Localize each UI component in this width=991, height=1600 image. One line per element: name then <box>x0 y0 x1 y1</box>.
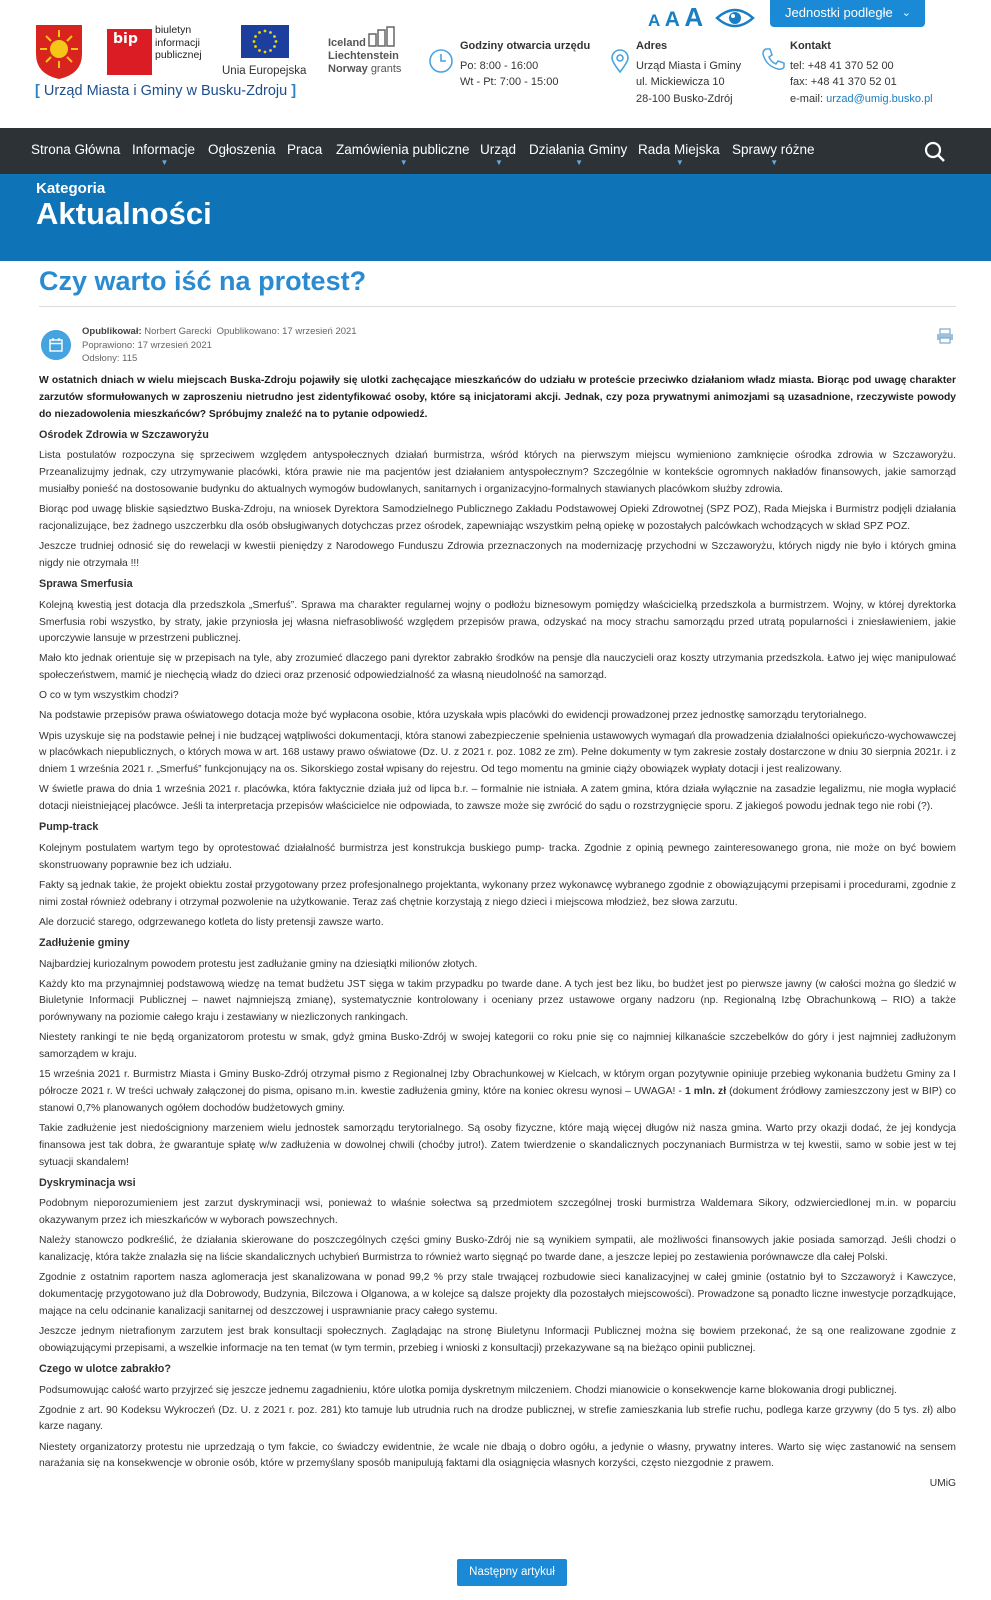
address-heading: Adres <box>636 40 668 52</box>
eu-flag-icon <box>241 25 289 58</box>
category-label: Kategoria <box>36 180 106 197</box>
contrast-eye-icon[interactable] <box>715 6 755 30</box>
article-intro: W ostatnich dniach w wielu miejscach Buska-Zdroju pojawiły się ulotki zachęcające mieszkańców do udziału w proteście przeciwko działaniom władz miasta. Biorąc pod uwagę charakter zarzutów sformułowanych w zaproszeniu nietrudno jest zidentyfikować osoby, które są inicjatorami akcji. Jednak, czy poza prywatnymi animozjami są uzasadnione, rzeczywiste powody do niezadowolenia mieszkańców? Spróbujmy znaleźć na to pytanie odpowiedź. <box>39 375 956 420</box>
nav-item-public-procurement[interactable] <box>336 142 470 167</box>
section-heading: Dyskryminacja wsi <box>39 1176 136 1189</box>
meta-line <box>82 325 357 339</box>
meta-author: Norbert Garecki <box>144 326 212 337</box>
paragraph-text: 15 września 2021 r. Burmistrz Miasta i Gminy Busko-Zdrój otrzymał pismo z Regionalnej Izby Obrachunkowej w Kielcach, w którym organ pozytywnie opiniuje przebieg wykonania budżetu Gminy za I półrocze 2021 r. W treści uchwały załączonej do pisma, opisano m.in. kwestie zadłużenia gminy, które na koniec okresu wynosi – UWAGA! - <box>39 1069 956 1098</box>
next-article-button[interactable]: Następny artykuł <box>457 1559 567 1586</box>
font-size-medium-button[interactable]: A <box>664 8 680 31</box>
meta-updated-label: Poprawiono: <box>82 339 135 351</box>
paragraph: Podsumowując całość warto przyjrzeć się jeszcze jednemu zagadnieniu, które ulotka pomija dyskretnym milczeniem. Chodzi mianowicie o konsekwencje karne blokowania drogi publicznej. <box>39 1384 897 1396</box>
nav-item-label: Działania Gminy <box>529 142 628 157</box>
nav-item-municipal-activities[interactable] <box>529 142 628 167</box>
section-heading: Ośrodek Zdrowia w Szczaworyżu <box>39 428 209 441</box>
paragraph: Podobnym nieporozumieniem jest zarzut dyskryminacji wsi, ponieważ to właśnie sołectwa są przedmiotem szczególnej troski burmistrza Waldemara Sikory, odzwierciedlonej m.in. w poparciu okazywanym przez ich mieszkańców w wyborach powszechnych. <box>39 1198 956 1227</box>
nav-item-label: Zamówienia publiczne <box>336 142 470 157</box>
section-heading: Sprawa Smerfusia <box>39 577 133 590</box>
paragraph: Zgodnie z art. 90 Kodeksu Wykroczeń (Dz. U. z 2021 r. poz. 281) kto tamuje lub utrudnia ruch na drodze publicznej, w strefie zamieszkania lub strefie ruchu, podlega karze grzywny (do 5 tys. zł) albo karze nagany. <box>39 1404 956 1433</box>
paragraph: O co w tym wszystkim chodzi? <box>39 690 179 702</box>
meta-views-label: Odsłony: <box>82 353 120 364</box>
paragraph: Takie zadłużenie jest niedościgniony marzeniem wielu jednostek samorządu terytorialnego. Są osoby fizyczne, które mają więcej długów niż nasza gmina. Warto przy okazji dodać, że jej kondycja finansowa jest tak dobra, że gwarantuje spłatę w/w zadłużenia w dowolnej chwili (choćby jutro!). Zatem twierdzenie o skandalicznych poczynaniach Burmistrza w tej kwestii, samo w sobie jest w tej sytuacji skandalem! <box>39 1122 956 1168</box>
article-signature: UMiG <box>929 1478 956 1490</box>
units-dropdown-button[interactable] <box>770 0 925 27</box>
opening-hours-line: Po: 8:00 - 16:00 <box>460 59 539 72</box>
nav-item-information[interactable] <box>132 142 196 167</box>
opening-hours-heading: Godziny otwarcia urzędu <box>460 40 591 52</box>
opening-hours <box>460 38 590 91</box>
address-line: ul. Mickiewicza 10 <box>636 76 725 88</box>
nav-item-label: Ogłoszenia <box>208 142 276 157</box>
opening-hours-line: Wt - Pt: 7:00 - 15:00 <box>460 76 559 88</box>
nav-item-jobs[interactable] <box>287 142 322 157</box>
norway-grants-logo[interactable] <box>328 24 410 84</box>
paragraph: Na podstawie przepisów prawa oświatowego dotacja może być wypłacona osobie, która uzyskała wpis placówki do ewidencji prowadzonej przez jednostkę samorządu terytorialnego. <box>39 710 867 722</box>
map-pin-icon <box>607 48 633 74</box>
address-line: 28-100 Busko-Zdrój <box>636 92 733 105</box>
paragraph: Niestety organizatorzy protestu nie uprzedzają o tym fakcie, co świadczy ewidentnie, że wcale nie dbają o dobro ogółu, a jedynie o własny, prywatny interes. Warto się więc zastanowić na sensem narażania się na konsekwencje w obronie osób, które w przemyślany sposób manipulują faktami dla osiągnięcia własnych korzyści, często niezgodnie z prawem. <box>39 1441 956 1470</box>
meta-published-label: Opublikowano: <box>216 326 280 337</box>
meta-line <box>82 352 357 366</box>
chevron-down-icon: ⌄ <box>901 7 911 19</box>
meta-updated: 17 wrzesień 2021 <box>137 339 212 351</box>
section-heading: Zadłużenie gminy <box>39 936 130 949</box>
font-size-large-button[interactable]: A <box>684 2 704 32</box>
nav-item-office[interactable] <box>480 142 517 167</box>
meta-line <box>82 339 357 353</box>
print-icon[interactable] <box>936 328 954 344</box>
nav-item-label: Strona Główna <box>31 142 121 157</box>
divider <box>39 306 956 307</box>
meta-author-label: Opublikował: <box>82 326 142 337</box>
article-body <box>39 373 956 1497</box>
bracket-right: ] <box>291 83 297 99</box>
article-title: Czy warto iść na protest? <box>39 266 367 296</box>
paragraph: Ale dorzucić starego, odgrzewanego kotleta do listy pretensji zawsze warto. <box>39 916 384 928</box>
paragraph: Lista postulatów rozpoczyna się sprzeciwem względem antyspołecznych działań burmistrza, wśród których na pierwszym miejscu wymieniono zamknięcie ośrodka zdrowia w Szczaworyżu. Przeanalizujmy jednak, czy utrzymywanie placówki, która prawie nie ma pacjentów jest działaniem antyspołecznym? Szczególnie w kontekście ogromnych nakładów finansowych, jakie samorząd musiałby ponieść na dostosowanie budynku do aktualnych wymogów budowlanych, sanitarnych i organizacyjno-formalnych stawianych placówkom służby zdrowia. <box>39 450 956 496</box>
section-heading: Pump-track <box>39 821 99 834</box>
site-header <box>0 0 991 128</box>
bip-label-line: biuletyn <box>155 24 192 36</box>
nav-item-city-council[interactable] <box>638 142 720 167</box>
font-size-small-button[interactable]: A <box>648 11 661 30</box>
paragraph: Jeszcze jednym nietrafionym zarzutem jest brak konsultacji społecznych. Zaglądając na stronę Biuletynu Informacji Publicznej można się bowiem przekonać, że są one realizowane zgodnie z obowiązującymi przepisami, a wszelkie informacje na ten temat (w tym termin, przebieg i wnioski z konsultacji) przekazywane są na bieżąco opinii publicznej. <box>39 1325 956 1354</box>
search-icon[interactable] <box>924 141 946 163</box>
units-dropdown-label: Jednostki podległe <box>785 5 893 20</box>
norway-label-word: Norway <box>328 63 368 75</box>
contact <box>790 38 933 107</box>
bracket-left: [ <box>35 83 40 99</box>
nav-item-label: Informacje <box>132 142 196 157</box>
contact-fax: fax: +48 41 370 52 01 <box>790 76 897 88</box>
bip-logo-mark <box>107 29 152 75</box>
calendar-icon <box>41 330 71 360</box>
norway-label-word: grants <box>370 63 402 75</box>
category-banner <box>0 174 991 261</box>
paragraph: Każdy kto ma przynajmniej podstawową wiedzę na temat budżetu JST sięga w takim przypadku po twarde dane. A tych jest bez liku, bo budżet jest po pierwsze jawny (w całości można go śledzić w Biuletynie Informacji Publicznej – nawet najmniejszą zmianę), systematycznie kontrolowany i oceniany przez ustawowe organy nadzoru (np. Regionalną Izbę Obrachunkową – RIO) a także porównywany na poziomie całego kraju i zestawiany w niezliczonych rankingach. <box>39 978 956 1024</box>
contact-heading: Kontakt <box>790 40 831 52</box>
chevron-down-icon: ▼ <box>160 158 169 167</box>
font-size-controls <box>648 2 703 33</box>
clock-icon <box>428 48 454 74</box>
eu-logo[interactable] <box>222 25 312 80</box>
address-line: Urząd Miasta i Gminy <box>636 59 742 72</box>
chevron-down-icon: ▼ <box>770 158 779 167</box>
paragraph: Fakty są jednak takie, że projekt obiektu został przygotowany przez profesjonalnego projektanta, wykonany przez wykonawcę wybranego zgodnie z obowiązującymi przepisami i procedurami, zgodnie z nimi został również odebrany i otrzymał pozwolenie na użytkowanie. Teraz zaś chętnie korzystają z niego dzieci i miejscowa młodzież, bez słowa zarzutu. <box>39 879 956 908</box>
bip-logo-label <box>155 24 202 62</box>
chevron-down-icon: ▼ <box>575 158 584 167</box>
site-name-text: Urząd Miasta i Gminy w Busku-Zdroju <box>43 83 288 99</box>
paragraph: Niestety rankingi te nie będą organizatorom protestu w smak, gdyż gmina Busko-Zdrój w swojej kategorii co roku pnie się co najmniej kilkanaście szczebelków do góry i jest najmniej zadłużonym samorządem w kraju. <box>39 1032 956 1061</box>
paragraph: Mało kto jednak orientuje się w przepisach na tyle, aby zrozumieć dlaczego pani dyrektor zabrakło środków na pensje dla nauczycieli oraz koszty utrzymania przedszkola. Łatwo jej więc manipulować społeczeństwem, mamić je niechęcią władz do dzieci oraz przenosić odpowiedzialność za własną nieudolność na samorząd. <box>39 653 956 682</box>
address <box>636 38 741 107</box>
meta-views: 115 <box>122 353 138 364</box>
nav-item-label: Urząd <box>480 142 517 157</box>
coat-of-arms-logo[interactable] <box>35 24 83 80</box>
contact-phone: tel: +48 41 370 52 00 <box>790 59 894 72</box>
nav-item-label: Rada Miejska <box>638 142 720 157</box>
bip-logo-text: bip <box>113 31 138 47</box>
paragraph: Kolejną kwestią jest dotacja dla przedszkola „Smerfuś”. Sprawa ma charakter regularnej wojny o podłożu biznesowym pomiędzy właścicielką przedszkola a burmistrzem. Wojny, w której dyrektorka Smerfusia robi wszystko, by straty, jakie przyniosła jej własna niefrasobliwość względem przepisów prawa, odzyskać na mocy strachu samorządu przed utratą popularności i zniesławieniem, jakie uporczywie lansuje w przestrzeni publicznej. <box>39 599 956 645</box>
section-heading: Czego w ulotce zabrakło? <box>39 1362 171 1375</box>
paragraph: Należy stanowczo podkreślić, że działania skierowane do poszczególnych części gminy Busko-Zdrój nie są wynikiem sympatii, ale możliwości finansowych jakie posiada samorząd. Jeśli chodzi o kanalizację, która także znalazła się na liście skandalicznych uchybień Burmistrza to również warto sięgnąć po twarde dane, a jeszcze lepiej po zestawienia porównawcze dla całej Polski. <box>39 1235 956 1264</box>
paragraph: Kolejnym postulatem wartym tego by oprotestować działalność burmistrza jest konstrukcja buskiego pump- tracka. Zgodnie z opinią pewnego zainteresowanego grona, nie może on być bowiem skonstruowany poprawnie bez ich udziału. <box>39 842 956 871</box>
nav-item-miscellaneous[interactable] <box>732 142 815 167</box>
paragraph: W świetle prawa do dnia 1 września 2021 r. placówka, która faktycznie działa już od lipca b.r. – formalnie nie istniała. A zatem gmina, która działa wyłącznie na zasadzie legalizmu, nie mogła wypłacić dotacji nieistniejącej placówce. Jeśli ta interpretacja przepisów właścicielce nie odpowiada, to zawsze może się zwrócić do sądu o rozstrzygnięcie sporu. Z jakiegoś powodu jednak tego nie robi (?). <box>39 784 956 812</box>
norway-label-line: Iceland <box>328 37 366 49</box>
category-title: Aktualności <box>36 196 212 231</box>
paragraph: Jeszcze trudniej odnosić się do rewelacji w kwestii pieniędzy z Narodowego Funduszu Zdrowia przeznaczonych na modernizację przychodni w Szczaworyżu, których nigdy nie było i których gmina nigdy nie otrzymała !!! <box>39 541 956 569</box>
nav-item-announcements[interactable] <box>208 142 276 157</box>
norway-label-line: Liechtenstein <box>328 50 399 62</box>
chevron-down-icon: ▼ <box>399 158 408 167</box>
nav-item-label: Praca <box>287 142 323 157</box>
paragraph-highlight: 1 mln. zł <box>684 1086 727 1098</box>
norway-grants-label <box>328 37 401 76</box>
article-meta <box>82 325 357 366</box>
phone-icon <box>760 46 786 72</box>
paragraph-text: (dokument źródłowy zamieszczony jest w BIP) co stanowi 0,7% planowanych ogółem dochodów budżetowych gminy. <box>39 1086 956 1114</box>
bip-label-line: publicznej <box>155 49 202 61</box>
paragraph: Wpis uzyskuje się na podstawie pełnej i nie budzącej wątpliwości dokumentacji, która stanowi zabezpieczenie spełnienia ustawowych wymagań dla prowadzenia działalności opiekuńczo-wychowawczej w placówkach niepublicznych, o których mowa w art. 168 ustawy prawo oświatowe (Dz. U. z 2021 r. poz. 1082 ze zm). Pełne dokumenty w tym zakresie zostały dostarczone w dniu 30 sierpnia 2021r. i z dniem 1 września 2021 r. „Smerfuś” funkcjonujący na os. Sikorskiego został wpisany do rejestru. Od tego momentu na gminie ciąży obowiązek wypłaty dotacji i jest realizowany. <box>39 730 956 776</box>
meta-published: 17 wrzesień 2021 <box>282 326 357 337</box>
bip-logo[interactable] <box>107 24 207 78</box>
paragraph <box>39 1067 956 1117</box>
contact-email-label: e-mail: <box>790 92 824 105</box>
nav-item-label: Sprawy różne <box>732 142 815 157</box>
nav-item-home[interactable] <box>31 142 120 157</box>
chevron-down-icon: ▼ <box>675 158 684 167</box>
eu-label: Unia Europejska <box>222 65 307 77</box>
contact-email-row <box>790 91 933 108</box>
main-navigation <box>0 128 991 174</box>
norway-label-line <box>328 63 401 76</box>
chevron-down-icon: ▼ <box>495 158 503 167</box>
bip-label-line: informacji <box>155 36 200 49</box>
paragraph: Najbardziej kuriozalnym powodem protestu jest zadłużanie gminy na dziesiątki milionów złotych. <box>39 958 478 970</box>
paragraph: Biorąc pod uwagę bliskie sąsiedztwo Buska-Zdroju, na wniosek Dyrektora Samodzielnego Publicznego Zakładu Podstawowej Opieki Zdrowotnej (SPZ POZ), Rada Miejska i Burmistrz podjęli działania racjonalizujące, bez żadnego uszczerbku dla osób obsługiwanych dotychczas przez ośrodek, zapewniając wszystkim pełną opiekę w pozostałych palcówkach wchodzących w skład SPZ POZ. <box>39 504 956 532</box>
contact-email-link[interactable]: urzad@umig.busko.pl <box>826 92 933 105</box>
site-name[interactable] <box>35 83 296 99</box>
paragraph: Zgodnie z ostatnim raportem nasza aglomeracja jest skanalizowana w ponad 99,2 % przy stale trwającej rozbudowie sieci kanalizacyjnej w całej gminie (ostatnio był to Szczaworyż i Kawczyce, dokumentację przygotowano już dla Dobrowody, Budzynia, Bilczowa i Olganowa, a w kolejce są dalsze projekty dla pozostałych miejscowości). Prowadzone są ponadto liczne inwestycje porządkujące, mające na celu odcinanie kanalizacji sanitarnej od deszczowej i usprawnianie pracy całego systemu. <box>39 1272 956 1317</box>
